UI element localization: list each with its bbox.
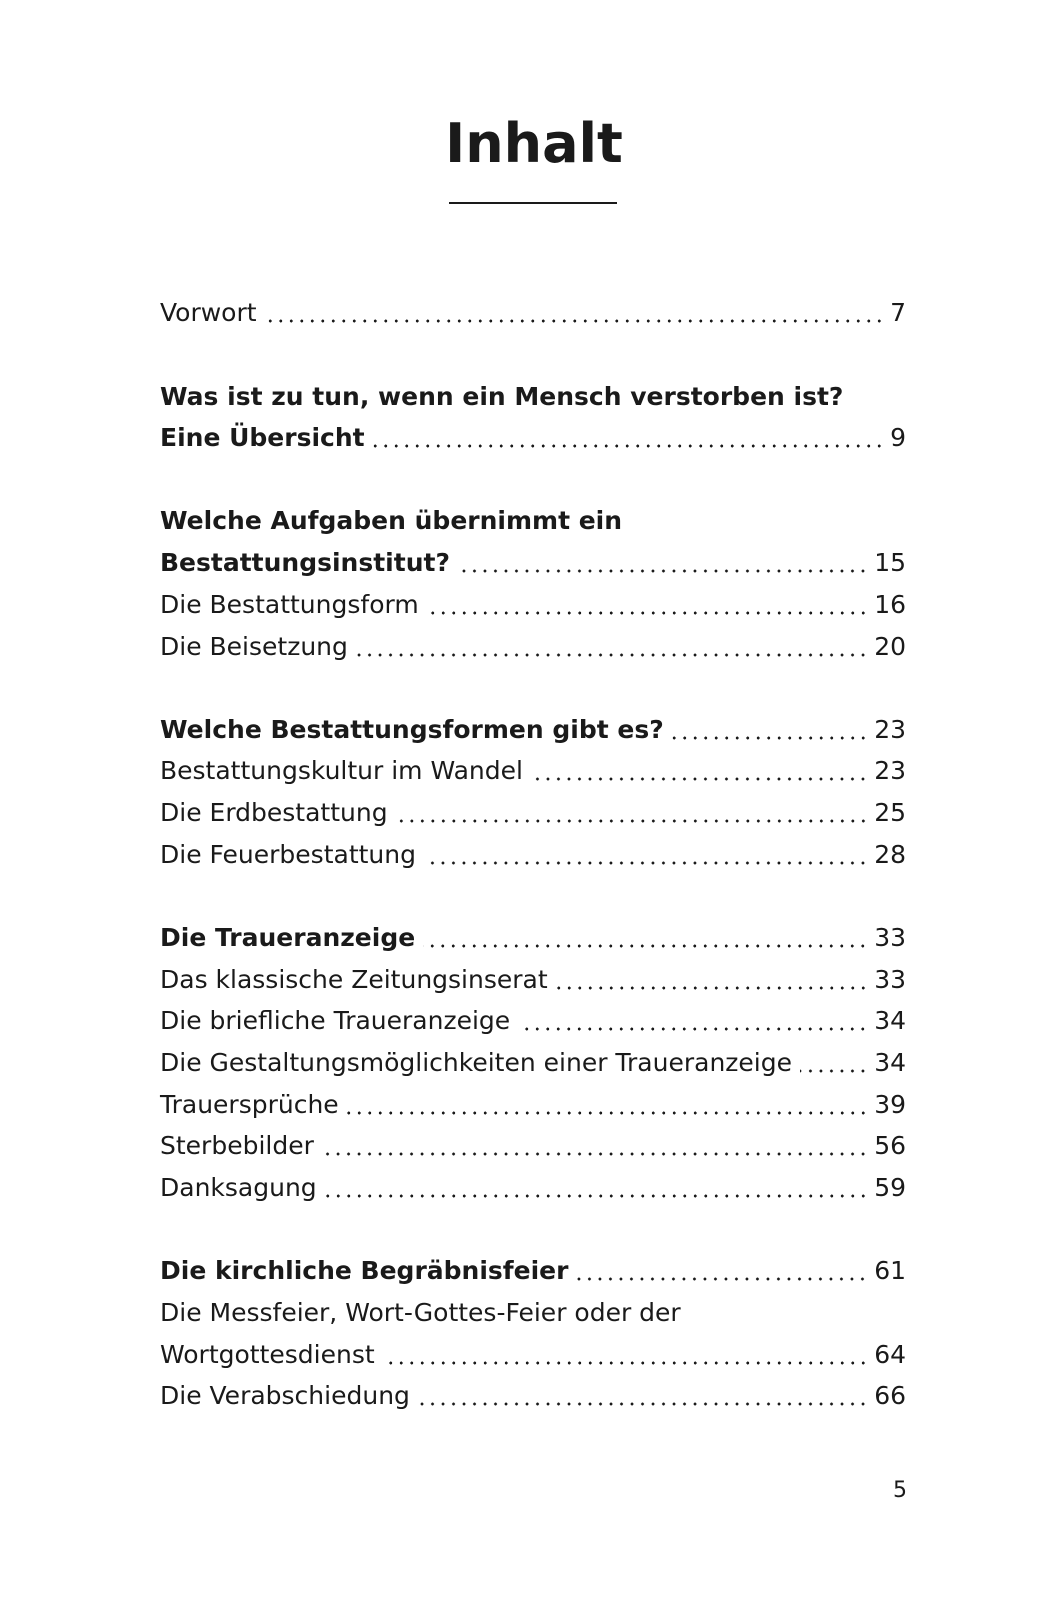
toc-entry-page: 23 (874, 756, 906, 785)
toc-entry-page: 64 (874, 1340, 906, 1369)
toc-entry (160, 793, 906, 833)
dot-leader (396, 818, 869, 824)
toc-entry (160, 1168, 906, 1208)
dot-leader (424, 860, 868, 866)
dot-leader (383, 1360, 869, 1366)
toc-entry-title: Danksagung (160, 1173, 317, 1202)
dot-leader (265, 318, 885, 324)
toc-entry-page: 16 (874, 590, 906, 619)
toc-entry-page: 61 (874, 1256, 906, 1285)
toc-entry-page: 25 (874, 798, 906, 827)
dot-leader (458, 568, 868, 574)
toc-entry (160, 960, 906, 1000)
toc-entry (160, 1376, 906, 1416)
dot-leader (322, 1151, 868, 1157)
toc-entry-title: Die Beisetzung (160, 632, 348, 661)
toc-entry-title: Wortgottesdienst (160, 1340, 375, 1369)
toc-entry-page: 56 (874, 1131, 906, 1160)
dot-leader (427, 610, 869, 616)
dot-leader (347, 1110, 869, 1116)
toc-entry-title: Eine Übersicht (160, 423, 365, 452)
toc-entry-title: Die Traueranzeige (160, 923, 416, 952)
toc-entry-title: Die Gestaltungsmöglichkeiten einer Traueranzeige (160, 1048, 792, 1077)
toc-entry-title: Bestattungsinstitut? (160, 548, 450, 577)
toc-entry-title: Sterbebilder (160, 1131, 314, 1160)
toc-entry-title: Vorwort (160, 298, 257, 327)
toc-entry-title: Die Feuerbestattung (160, 840, 416, 869)
toc-entry-title: Was ist zu tun, wenn ein Mensch verstorben ist? (160, 382, 844, 411)
toc-entry-page: 39 (874, 1090, 906, 1119)
toc-entry (160, 377, 906, 417)
toc-entry (160, 1043, 906, 1083)
toc-entry-title: Welche Aufgaben übernimmt ein (160, 506, 623, 535)
toc-entry (160, 710, 906, 750)
toc-entry-page: 20 (874, 632, 906, 661)
toc-entry (160, 418, 906, 458)
toc-entry-title: Die Erdbestattung (160, 798, 388, 827)
title-underline (449, 202, 617, 204)
toc-entry-page: 34 (874, 1006, 906, 1035)
dot-leader (418, 1401, 868, 1407)
dot-leader (576, 1276, 868, 1282)
toc-entry-title: Die kirchliche Begräbnisfeier (160, 1256, 569, 1285)
toc-entry-page: 34 (874, 1048, 906, 1077)
toc-entry (160, 293, 906, 333)
toc-entry (160, 1335, 906, 1375)
toc-entry-title: Welche Bestattungsformen gibt es? (160, 715, 664, 744)
toc-entry-title: Die Messfeier, Wort-Gottes-Feier oder der (160, 1298, 681, 1327)
toc-entry (160, 835, 906, 875)
toc-entry-title: Bestattungskultur im Wandel (160, 756, 523, 785)
toc-entry (160, 543, 906, 583)
dot-leader (800, 1068, 868, 1074)
toc-entry (160, 1085, 906, 1125)
toc-entry-title: Die briefliche Traueranzeige (160, 1006, 511, 1035)
page-number: 5 (893, 1478, 907, 1503)
toc-entry (160, 585, 906, 625)
toc-entry-title: Die Bestattungsform (160, 590, 419, 619)
dot-leader (556, 985, 869, 991)
toc-entry-page: 33 (874, 965, 906, 994)
dot-leader (531, 776, 868, 782)
toc-entry-page: 7 (890, 298, 906, 327)
page-title: Inhalt (445, 112, 623, 175)
toc-entry (160, 918, 906, 958)
dot-leader (423, 943, 868, 949)
toc-entry-page: 9 (890, 423, 906, 452)
toc-entry (160, 751, 906, 791)
toc-entry (160, 627, 906, 667)
dot-leader (518, 1026, 868, 1032)
toc-entry (160, 1251, 906, 1291)
toc-entry (160, 1001, 906, 1041)
toc-entry (160, 1126, 906, 1166)
toc-entry-title: Trauersprüche (160, 1090, 339, 1119)
dot-leader (672, 735, 868, 741)
toc-entry-page: 15 (874, 548, 906, 577)
toc-entry-page: 66 (874, 1381, 906, 1410)
toc-entry (160, 1293, 906, 1333)
dot-leader (373, 443, 884, 449)
toc-entry-page: 23 (874, 715, 906, 744)
toc-entry-page: 59 (874, 1173, 906, 1202)
dot-leader (356, 652, 868, 658)
toc-entry-title: Das klassische Zeitungsinserat (160, 965, 548, 994)
dot-leader (325, 1193, 869, 1199)
toc-entry (160, 501, 906, 541)
toc-entry-page: 28 (874, 840, 906, 869)
toc-entry-page: 33 (874, 923, 906, 952)
toc-entry-title: Die Verabschiedung (160, 1381, 410, 1410)
